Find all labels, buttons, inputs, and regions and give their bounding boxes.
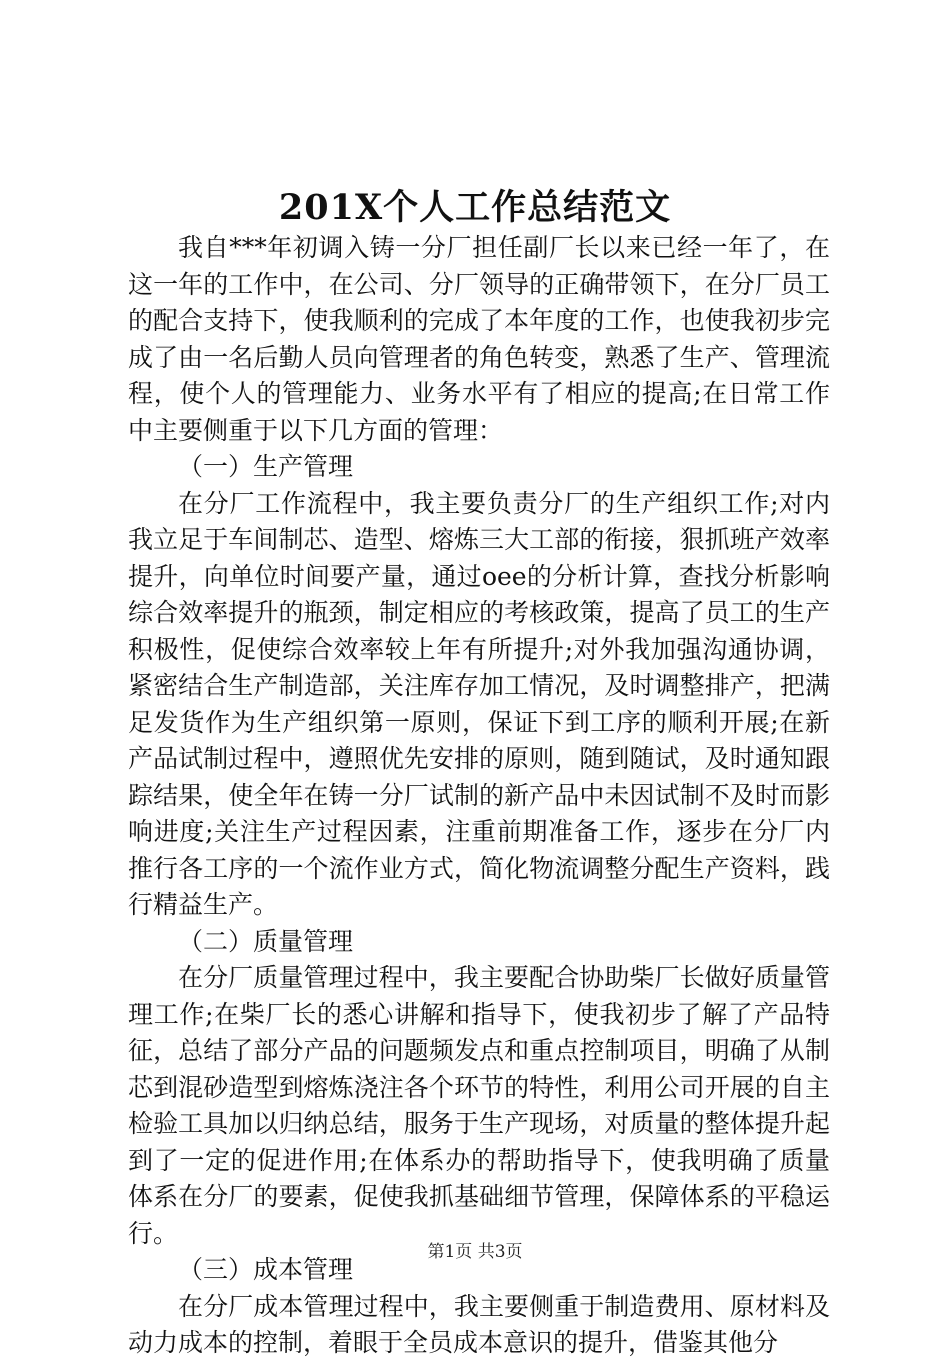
section-heading-production: （一）生产管理 bbox=[178, 452, 354, 481]
intro-paragraph: 我自***年初调入铸一分厂担任副厂长以来已经一年了，在这一年的工作中，在公司、分厂领导的正确带领下，在分厂员工的配合支持下，使我顺利的完成了本年度的工作，也使我初步完成了由一名后勤人员向管理者的角色转变，熟悉了生产、管理流程，使个人的管理能力、业务水平有了相应的提高;在日常工作中主要侧重于以下几方面的管理： bbox=[128, 233, 830, 445]
page-footer: 第1页 共3页 bbox=[427, 1242, 523, 1262]
section-heading-quality: （二）质量管理 bbox=[178, 926, 354, 956]
document-body bbox=[128, 230, 830, 1362]
section-text-quality: 在分厂质量管理过程中，我主要配合协助柴厂长做好质量管理工作;在柴厂长的悉心讲解和指导下，使我初步了解了产品特征，总结了部分产品的问题频发点和重点控制项目，明确了从制芯到混砂造型到熔炼浇注各个环节的特性，利用公司开展的自主检验工具加以归纳总结，服务于生产现场，对质量的整体提升起到了一定的促进作用;在体系办的帮助指导下，使我明确了质量体系在分厂的要素，促使我抓基础细节管理，保障体系的平稳运行。 bbox=[128, 963, 830, 1248]
section-heading-cost: （三）成本管理 bbox=[178, 1255, 354, 1284]
section-text-production: 在分厂工作流程中，我主要负责分厂的生产组织工作;对内我立足于车间制芯、造型、熔炼三大工部的衔接，狠抓班产效率提升，向单位时间要产量，通过oee的分析计算，查找分析影响综合效率提升的瓶颈，制定相应的考核政策，提高了员工的生产积极性，促使综合效率较上年有所提升;对外我加强沟通协调，紧密结合生产制造部，关注库存加工情况，及时调整排产，把满足发货作为生产组织第一原则，保证下到工序的顺利开展;在新产品试制过程中，遵照优先安排的原则，随到随试，及时通知跟踪结果，使全年在铸一分厂试制的新产品中未因试制不及时而影响进度;关注生产过程因素，注重前期准备工作，逐步在分厂内推行各工序的一个流作业方式，简化物流调整分配生产资料，践行精益生产。 bbox=[128, 488, 830, 919]
section-text-cost: 在分厂成本管理过程中，我主要侧重于制造费用、原材料及动力成本的控制，着眼于全员成本意识的提升，借鉴其他分 bbox=[128, 1291, 830, 1357]
document-title: 201X个人工作总结范文 bbox=[278, 187, 672, 228]
